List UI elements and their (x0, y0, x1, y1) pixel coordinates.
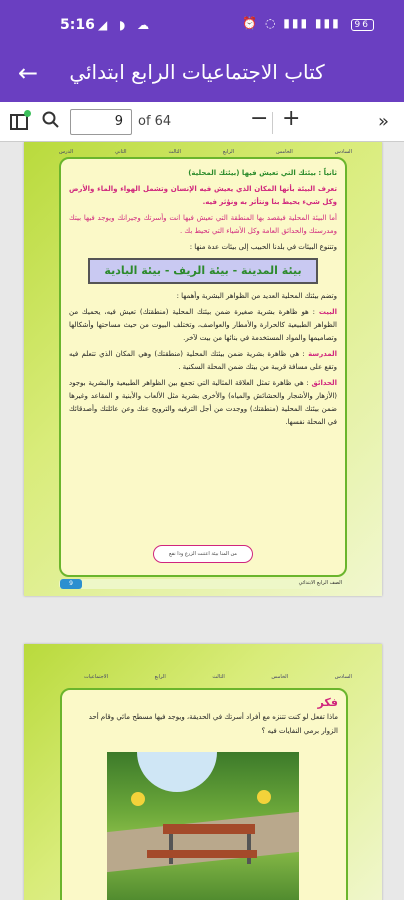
pdf-page-9 (24, 142, 382, 596)
sidebar-indicator-dot (24, 110, 31, 117)
human-phenomena-intro: وتضم بيئتك المحلية العديد من الظواهر البشرية وأهمها : (176, 292, 337, 300)
page-total-label: of 64 (138, 114, 172, 129)
page-number-input[interactable]: 9 (70, 109, 132, 135)
nav-item: السادس (334, 674, 352, 680)
house-label: البيت (318, 308, 337, 316)
park-photo (107, 752, 299, 900)
nav-item: الثاني (115, 149, 127, 155)
page-top-nav (84, 674, 352, 682)
garden-paragraph (69, 377, 337, 429)
pdf-page-10 (24, 644, 382, 900)
environment-types-box: بيئة المدينة - بيئة الريف - بيئة البادية (88, 258, 318, 284)
page-top-nav (59, 149, 352, 157)
signal-wifi-icons: ⏰ ◌ ▮▮▮ ▮▮▮ (242, 16, 341, 30)
lesson-frame (59, 157, 347, 577)
zoom-in-button[interactable]: + (282, 106, 301, 131)
playground-equipment (131, 792, 145, 806)
nav-item: الرابع (222, 149, 235, 155)
app-title: كتاب الاجتماعيات الرابع ابتدائي (69, 60, 325, 84)
nav-item: الرابع (154, 674, 166, 680)
playground-equipment (257, 790, 271, 804)
nav-item: الثالث (168, 149, 181, 155)
definition-local-environment: أما البيئة المحلية فيقصد بها المنطقة التي تعيش فيها انت وأسرتك وجيرانك ويوجد فيها بيتك ومدرستك والحدائق العامة وكل الأشياء التي تحيط بك . (69, 214, 337, 235)
think-question: ماذا تفعل لو كنت تتنزه مع أفراد أسرتك في الحديقة، ويوجد فيها مسطح مائي وقام أحد الزوار برمي النفايات فيه ؟ (88, 713, 338, 735)
nav-item: الدرس (59, 149, 74, 155)
environment-types-intro: وتتنوع البيئات في بلدنا الحبيب إلى بيئات عدة منها : (189, 243, 337, 251)
status-time: 5:16 (60, 17, 95, 33)
nav-item: الخامس (271, 674, 289, 680)
nav-item: الاجتماعيات (84, 674, 108, 680)
pdf-viewer[interactable] (0, 142, 404, 900)
definition-environment: تعرف البيئة بأنها المكان الذي يعيش فيه الإنسان وتشمل الهواء والماء والأرض وكل شيء يحيط بنا ونتأثر به ونؤثر فيه. (69, 185, 337, 206)
more-options-icon[interactable]: » (378, 111, 390, 132)
zoom-divider (272, 112, 273, 134)
school-label: المدرسة (308, 350, 337, 358)
garden-text: : هي ظاهرة تمثل العلاقة المثالية التي تجمع بين الظواهر الطبيعية والبشرية بوجود (الأزهار والأشجار والحشائش والمياه) والأخرى بشرية مثل الألعاب والأبنية و المقاعد وغيرها ضمن بيئتك المحلية (منطقتك) ووجدت من أجل الترفيه والترويح عنك وعن عائلتك وأصدقائك في المحلة نفسها. (69, 379, 337, 426)
house-text: : هو ظاهرة بشرية صغيرة ضمن بيئتك المحلية (منطقتك) تعيش فيه، يحميك من الظواهر الطبيعية كالحرارة والأمطار والعواصف، وتختلف البيوت من حيث مساحتها وأشكالها وتصاميمها والمواد المستخدمة في بنائها من بيت لآخر. (69, 308, 337, 342)
system-icons (242, 16, 374, 31)
school-text: : هي ظاهرة بشرية ضمن بيئتك المحلية (منطقتك) وهي المكان الذي تتعلم فيه وتقع على مسافة قريبة من بيتك ضمن المحلة السكنية . (69, 350, 337, 371)
nav-item: الثالث (212, 674, 225, 680)
motto-pill: من المنا بيئة اعتنت الزرع وذا نفع (153, 545, 253, 563)
picnic-table (163, 824, 255, 834)
status-bar (0, 0, 404, 46)
pdf-toolbar (0, 102, 404, 142)
picnic-bench (147, 850, 257, 858)
back-arrow-icon[interactable]: ← (18, 59, 39, 87)
search-icon[interactable] (42, 111, 60, 134)
page-number-badge: 9 (60, 579, 82, 589)
zoom-out-button[interactable]: − (250, 106, 269, 131)
app-bar (0, 46, 404, 102)
lesson-heading: ثانياً : بيئتك التي تعيش فيها (بيئتك المحلية) (188, 169, 337, 177)
house-paragraph (69, 306, 337, 345)
notification-icons: ◢ ◗ ☁ (98, 18, 154, 32)
school-paragraph (69, 348, 337, 374)
nav-item: السادس (334, 149, 352, 155)
grade-label: الصف الرابع الابتدائي (298, 580, 342, 586)
nav-item: الخامس (276, 149, 293, 155)
garden-label: الحدائق (311, 379, 337, 387)
think-heading: فكر (317, 696, 338, 709)
battery-icon: 96 (351, 19, 374, 31)
